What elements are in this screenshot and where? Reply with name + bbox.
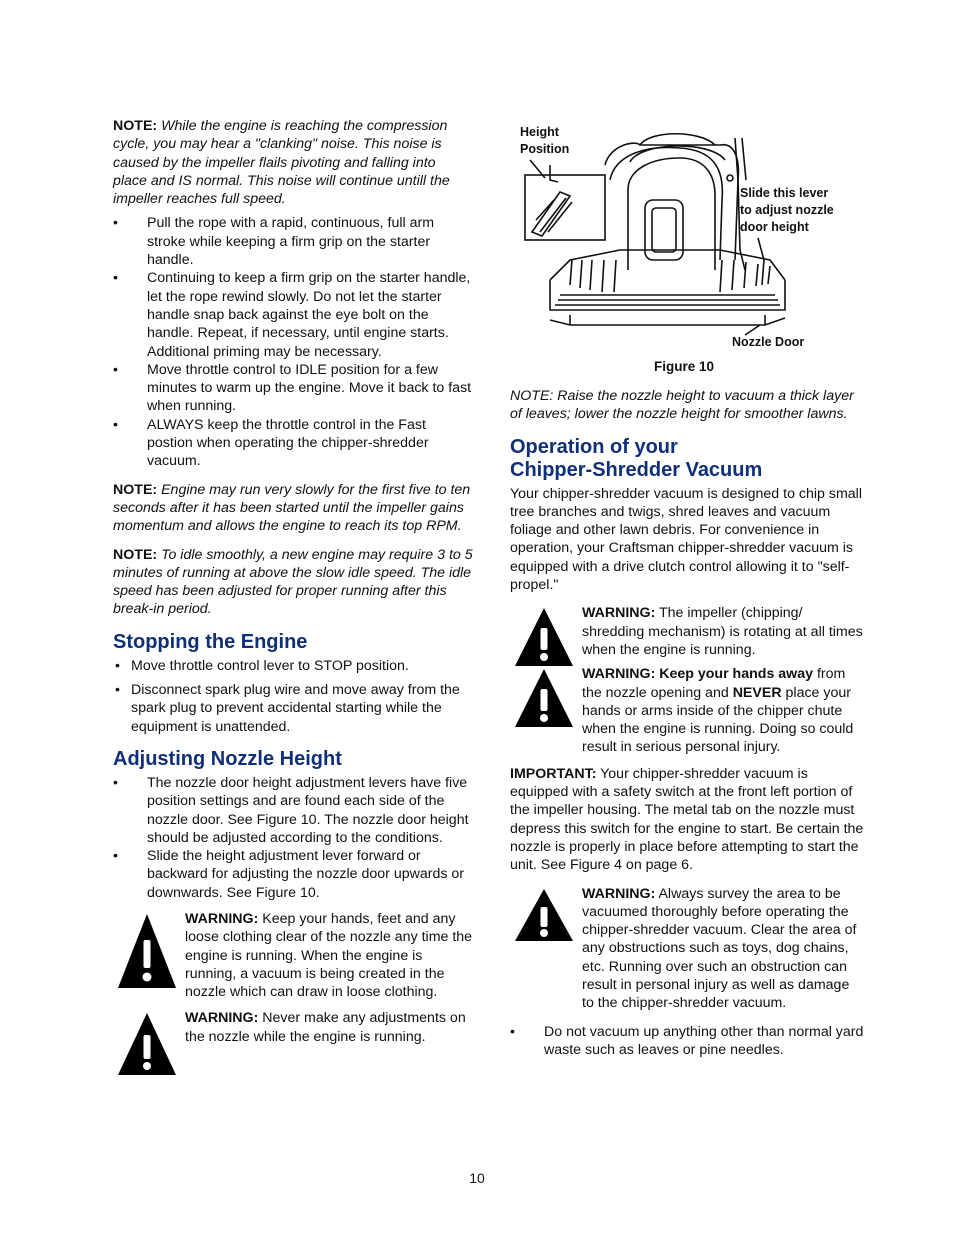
list-item: • Do not vacuum up anything other than normal yard waste such as leaves or pine needles. (510, 1023, 864, 1058)
warning-hands-away: WARNING: Keep your hands away from the nozzle opening and NEVER place your hands or arms inside of the chipper chute when the engine is running. Doing so could result in serious personal injury. (510, 665, 865, 756)
note-nozzle-height: NOTE: Raise the nozzle height to vacuum a thick layer of leaves; lower the nozzle height for smoother lawns. (510, 388, 854, 423)
heading-operation: Operation of your Chipper-Shredder Vacuum (510, 435, 763, 481)
list-item: • Pull the rope with a rapid, continuous, full arm stroke while keeping a firm grip on the starter handle. (113, 215, 435, 269)
important-safety-switch: IMPORTANT: Your chipper-shredder vacuum is equipped with a safety switch at the front left portion of the impeller housing. The metal tab on the nozzle must depress this switch for the engine to start. Be certain the nozzle is properly in place before attempting to start the unit. See Figure 4 on page 6. (510, 765, 864, 874)
warning-no-adjustments: WARNING: Never make any adjustments on the nozzle while the engine is running. (113, 1009, 473, 1046)
left-column (113, 117, 473, 1046)
warning-icon (513, 606, 575, 668)
warning-icon (116, 912, 178, 990)
page-number: 10 (469, 1170, 485, 1186)
list-item: • Disconnect spark plug wire and move away from the spark plug to prevent accidental starting while the equipment is unattended. (115, 682, 460, 735)
note-compression: NOTE: While the engine is reaching the compression cycle, you may hear a "clanking" noise. This noise is caused by the impeller flails pivoting and falling into place and IS normal. This noise will continue untill the impeller reaches full speed. (113, 118, 450, 208)
warning-icon (513, 887, 575, 943)
list-item: • Slide the height adjustment lever forward or backward for adjusting the nozzle door upwards or downwards. See Figure 10. (113, 848, 465, 901)
list-item: • Move throttle control lever to STOP position. (115, 657, 409, 674)
warning-icon (513, 667, 575, 729)
figure-label-lever: Slide this lever to adjust nozzle door height (740, 186, 834, 234)
list-item: • The nozzle door height adjustment levers have five position settings and are found each side of the nozzle door. See Figure 10. The nozzle door height should be adjusted according to the conditions. (113, 774, 469, 846)
list-item: • Continuing to keep a firm grip on the starter handle, let the rope rewind slowly. Do not let the starter handle snap back against the eye bolt on the handle. Repeat, if necessary, until engine starts. Additional priming may be necessary. (113, 270, 471, 360)
note-engine-slow: NOTE: Engine may run very slowly for the first five to ten seconds after it has been started until the impeller gains momentum and allows the engine to reach its top RPM. (113, 481, 471, 535)
list-item: • Move throttle control to IDLE position for a few minutes to warm up the engine. Move it back to fast when running. (113, 361, 472, 415)
list-item: • ALWAYS keep the throttle control in the Fast postion when operating the chipper-shredder vacuum. (113, 416, 429, 470)
note-idle: NOTE: To idle smoothly, a new engine may require 3 to 5 minutes of running at above the slow idle speed. The idle speed has been adjusted for proper running after this break-in period. (113, 546, 473, 618)
heading-stopping-engine: Stopping the Engine (113, 630, 308, 653)
warning-impeller: WARNING: The impeller (chipping/ shredding mechanism) is rotating at all times when the engine is running. (510, 604, 865, 659)
nozzle-diagram (510, 120, 865, 345)
figure-caption: Figure 10 (654, 359, 715, 374)
operation-intro: Your chipper-shredder vacuum is designed to chip small tree branches and twigs, shred leaves and vacuum foliage and other lawn debris. For convenience in operation, your Craftsman chipper-shredder vacuum is equipped with a drive clutch control allowing it to "self-propel." (510, 485, 862, 594)
warning-icon (116, 1011, 178, 1077)
figure-10 (510, 120, 865, 380)
figure-label-nozzle-door: Nozzle Door (732, 335, 805, 349)
warning-loose-clothing: WARNING: Keep your hands, feet and any loose clothing clear of the nozzle any time the engine is running. When the engine is running, a vacuum is being created in the nozzle which can draw in loose clothing. (113, 910, 473, 1001)
heading-adjusting-nozzle-height: Adjusting Nozzle Height (113, 747, 342, 770)
warning-survey-area: WARNING: Always survey the area to be vacuumed thoroughly before operating the chipper-shredder vacuum. Clear the area of any obstructions such as toys, dog chains, etc. Running over such an obstruction can result in personal injury as well as damage to the chipper-shredder vacuum. (510, 885, 865, 1013)
figure-label-height-position: Height Position (520, 125, 570, 156)
right-column (510, 387, 865, 1059)
